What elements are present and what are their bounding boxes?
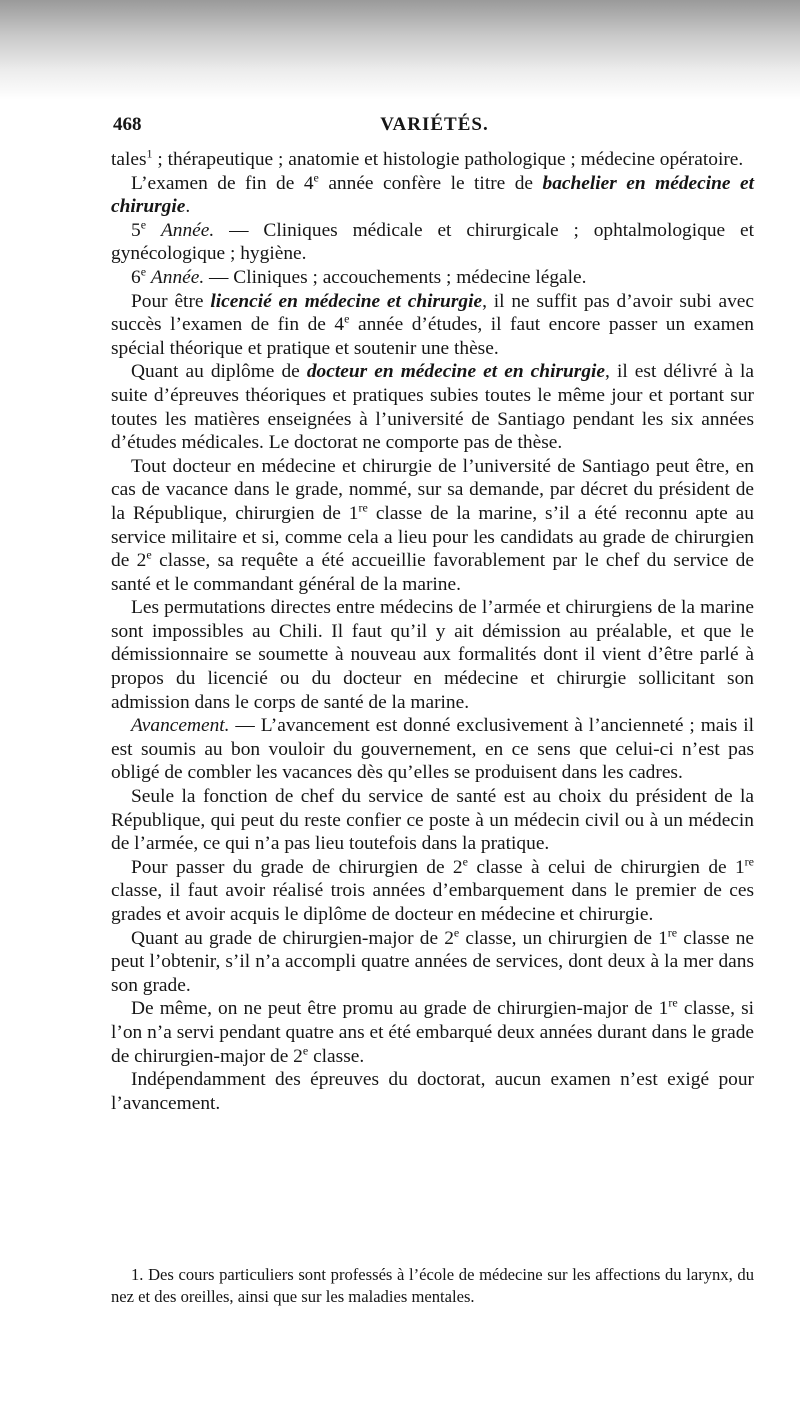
superscript: re: [667, 925, 678, 940]
text-run: ; thérapeutique ; anatomie et histologie pathologique ; médecine opératoire.: [152, 149, 744, 170]
page-number: 468: [113, 114, 142, 135]
running-title: VARIÉTÉS.: [380, 114, 489, 135]
text-run: Pour être: [131, 290, 211, 312]
text-run: — Cliniques ; accouchements ; médecine légale.: [204, 266, 587, 288]
superscript: re: [358, 500, 368, 515]
paragraph: [111, 856, 754, 927]
footnotes: [111, 1264, 754, 1308]
text-run: L’examen de fin de 4: [131, 172, 314, 194]
superscript: 1: [146, 146, 153, 161]
paragraph: [111, 266, 754, 290]
footnote: [111, 1264, 754, 1308]
body-text: [111, 148, 754, 1115]
text-run: 5: [131, 219, 141, 241]
text-run: Tout docteur en médecine et chirurgie de l’université de Santiago peut être, en cas de vacance dans le grade, nommé, sur sa demande, par décret du président de la République, chirurgien de 1: [111, 455, 754, 524]
text-run: classe, si l’on n’a servi pendant quatre ans et été embarqué deux années durant dans le grade de chirurgien-major de 2: [111, 998, 754, 1067]
text-run: classe, un chirurgien de 1: [459, 927, 668, 949]
superscript: re: [744, 854, 755, 869]
superscript: e: [140, 264, 147, 279]
text-run: docteur en médecine et en chirurgie: [306, 361, 606, 383]
text-run: classe, sa requête a été accueillie favorablement par le chef du service de santé et le commandant général de la marine.: [111, 550, 754, 595]
text-run: Pour passer du grade de chirurgien de 2: [131, 856, 463, 878]
text-run: classe, il faut avoir réalisé trois années d’embarquement dans le premier de ces grades et avoir acquis le diplôme de docteur en médecine et chirurgie.: [111, 880, 754, 925]
superscript: e: [302, 1043, 309, 1058]
text-run: Année.: [150, 266, 205, 288]
text-run: .: [185, 196, 191, 218]
paragraph: [111, 172, 754, 219]
text-run: Avancement.: [131, 715, 230, 737]
text-run: , il est délivré à la suite d’épreuves théoriques et pratiques subies toutes le même jour et portant sur toutes les matières enseignées à l’université de Santiago pendant les six années d’études médicales. Le doctorat ne comporte pas de thèse.: [111, 361, 754, 454]
text-run: Quant au diplôme de: [131, 361, 307, 383]
text-run: , il ne suffit pas d’avoir subi avec succès l’examen de fin de 4: [111, 290, 754, 336]
superscript: e: [146, 547, 152, 562]
scan-shading: [0, 0, 800, 100]
paragraph: [111, 148, 754, 172]
text-run: Seule la fonction de chef du service de santé est au choix du président de la République, qui peut du reste confier ce poste à un médecin civil ou à un médecin de l’armée, ce qui n’a pas lieu toutefois dans la pratique.: [111, 786, 754, 855]
text-run: classe de la marine, s’il a été reconnu apte au service militaire et si, comme cela a lieu pour les candidats au grade de chirurgien de 2: [111, 502, 754, 572]
paragraph: [111, 219, 754, 266]
text-run: licencié en médecine et chirurgie: [210, 290, 483, 312]
text-run: classe ne peut l’obtenir, s’il n’a accompli quatre années de services, dont deux à la mer dans son grade.: [111, 927, 755, 996]
paragraph: [111, 596, 754, 714]
text-run: [146, 220, 161, 241]
paragraph: [111, 927, 754, 998]
paragraph: [111, 360, 754, 454]
superscript: e: [140, 217, 147, 232]
text-run: 6: [131, 266, 141, 288]
paragraph: [111, 714, 754, 785]
paragraph: [111, 997, 754, 1068]
text-run: De même, on ne peut être promu au grade de chirurgien-major de 1: [131, 998, 669, 1020]
text-run: Année.: [160, 219, 215, 241]
paragraph: [111, 455, 754, 597]
paragraph: [111, 785, 754, 856]
text-run: Les permutations directes entre médecins de l’armée et chirurgiens de la marine sont impossibles au Chili. Il faut qu’il y ait démission au préalable, et que le démissionnaire se soumette à nouveau aux formalités dont il vient d’être parlé à propos du licencié ou du docteur en médecine et chirurgie sollicitant son admission dans le corps de santé de la marine.: [111, 597, 754, 713]
text-run: classe.: [308, 1045, 365, 1067]
text-run: Quant au grade de chirurgien-major de 2: [131, 927, 454, 949]
text-run: — L’avancement est donné exclusivement à l’ancienneté ; mais il est soumis au bon vouloir du gouvernement, en ce sens que celui-ci n’est pas obligé de combler les vacances dès qu’elles se produisent dans les cadres.: [111, 715, 754, 784]
text-run: 1. Des cours particuliers sont professés à l’école de médecine sur les affections du larynx, du nez et des oreilles, ainsi que sur les maladies mentales.: [111, 1265, 754, 1306]
text-run: classe à celui de chirurgien de 1: [467, 856, 745, 878]
superscript: e: [344, 311, 350, 326]
superscript: re: [668, 995, 678, 1010]
text-run: année confère le titre de: [318, 172, 543, 194]
text-run: bachelier en médecine et chirurgie: [111, 172, 754, 218]
page-header: [113, 114, 756, 142]
paragraph: [111, 1068, 754, 1115]
text-run: — Cliniques médicale et chirurgicale ; ophtalmologique et gynécologique ; hygiène.: [111, 219, 754, 265]
text-run: Indépendamment des épreuves du doctorat, aucun examen n’est exigé pour l’avancement.: [111, 1069, 754, 1114]
superscript: e: [313, 170, 319, 185]
superscript: e: [453, 925, 460, 940]
text-run: tales: [111, 149, 147, 170]
paragraph: [111, 290, 754, 361]
superscript: e: [462, 854, 468, 869]
text-run: année d’études, il faut encore passer un examen spécial théorique et pratique et soutenir une thèse.: [111, 314, 754, 359]
